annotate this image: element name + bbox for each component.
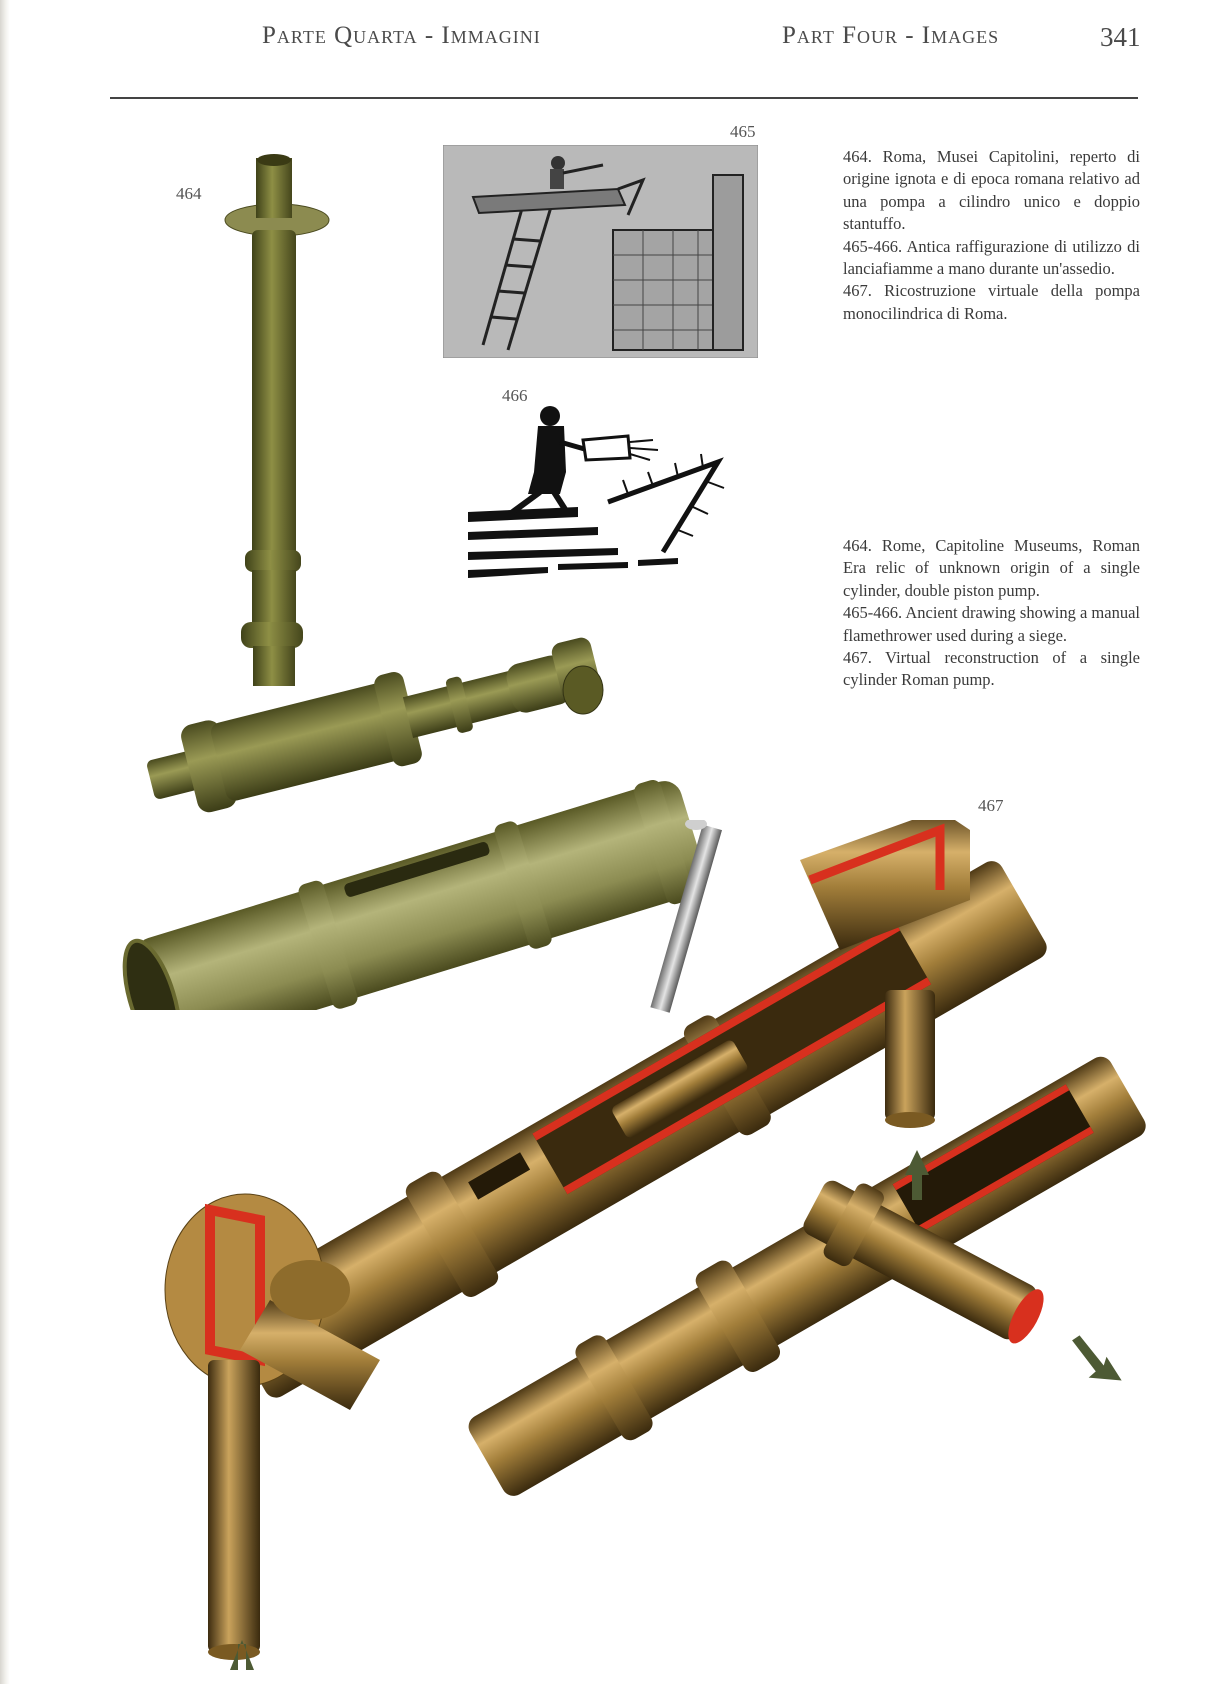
- siege-drawing-465: [443, 145, 758, 358]
- figure-label-466: 466: [502, 386, 528, 405]
- caption-italian-465-466: 465-466. Antica raffigurazione di utilizzo di lanciafiamme a mano durante un'assedio.: [843, 236, 1140, 279]
- running-header-italian: Parte Quarta - Immagini: [262, 22, 541, 49]
- flamethrower-drawing-466: [468, 402, 740, 588]
- page-number: 341: [1100, 22, 1141, 52]
- pump-reconstruction-467: [140, 820, 1190, 1684]
- running-header-english: Part Four - Images: [782, 22, 1000, 49]
- caption-italian: [843, 146, 1140, 325]
- caption-italian-464: 464. Roma, Musei Capitolini, reperto di origine ignota e di epoca romana relativo ad una pompa a cilindro unico e doppio stantuffo.: [843, 147, 1140, 234]
- figure-label-464: 464: [176, 184, 202, 203]
- page-edge: [0, 0, 10, 1684]
- caption-italian-467: 467. Ricostruzione virtuale della pompa monocilindrica di Roma.: [843, 281, 1140, 323]
- caption-english-467: 467. Virtual reconstruction of a single cylinder Roman pump.: [843, 648, 1140, 690]
- figure-label-467: 467: [978, 796, 1004, 815]
- caption-english-465-466: 465-466. Ancient drawing showing a manual flamethrower used during a siege.: [843, 603, 1140, 645]
- header-rule: [110, 97, 1138, 99]
- caption-english: [843, 535, 1140, 692]
- caption-english-464: 464. Rome, Capitoline Museums, Roman Era relic of unknown origin of a single cylinder, double piston pump.: [843, 536, 1140, 600]
- figure-label-465: 465: [730, 122, 756, 141]
